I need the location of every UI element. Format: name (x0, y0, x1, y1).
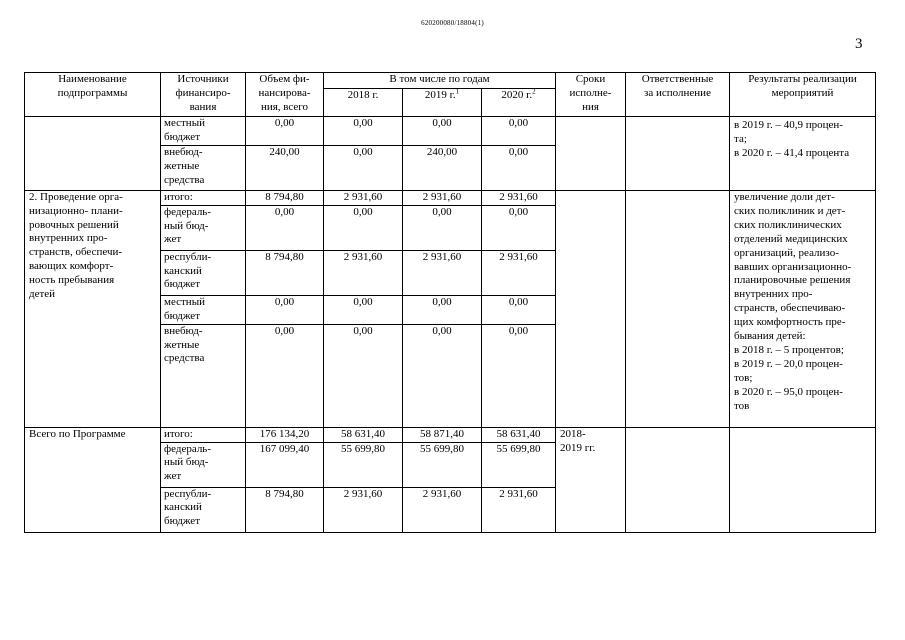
responsible-cell (626, 117, 730, 191)
total-cell: 8 794,80 (246, 487, 324, 532)
year-2018-cell: 2 931,60 (324, 250, 403, 295)
terms-cell (556, 191, 626, 428)
year-2019-cell: 2 931,60 (403, 250, 482, 295)
source-cell: местный бюджет (161, 117, 246, 146)
year-2020-cell: 0,00 (482, 205, 556, 250)
table-row (25, 117, 876, 146)
source-cell: республи- канский бюджет (161, 487, 246, 532)
document-id: 620200080/18804(1) (421, 19, 484, 27)
year-2020-cell: 0,00 (482, 295, 556, 324)
year-2019-cell: 58 871,40 (403, 427, 482, 442)
header-year-2019: 2019 г.$^1$ (403, 89, 482, 117)
financing-table (24, 72, 876, 533)
year-2020-cell: 2 931,60 (482, 487, 556, 532)
source-cell: внебюд- жетные средства (161, 324, 246, 427)
header-year-2020: 2020 г.$^2$ (482, 89, 556, 117)
year-2019-cell: 0,00 (403, 324, 482, 427)
source-cell: федераль- ный бюд- жет (161, 205, 246, 250)
year-2020-cell: 2 931,60 (482, 191, 556, 206)
year-2018-cell: 2 931,60 (324, 487, 403, 532)
year-2018-cell: 55 699,80 (324, 442, 403, 487)
year-2018-cell: 58 631,40 (324, 427, 403, 442)
terms-cell: 2018- 2019 гг. (556, 427, 626, 532)
total-cell: 176 134,20 (246, 427, 324, 442)
year-2018-cell: 2 931,60 (324, 191, 403, 206)
year-2019-cell: 55 699,80 (403, 442, 482, 487)
year-2018-cell: 0,00 (324, 295, 403, 324)
source-cell: внебюд- жетные средства (161, 146, 246, 191)
year-2019-cell: 0,00 (403, 295, 482, 324)
header-volume: Объем фи- нансирова- ния, всего (246, 73, 324, 117)
total-cell: 167 099,40 (246, 442, 324, 487)
header-results: Результаты реализации мероприятий (730, 73, 876, 117)
results-cell: увеличение доли дет- ских поликлиник и дет- ских поликлинических отделений медицинских организаций, реализо- вавших организационно- планировочные решения внутренних про- странств, обеспечиваю- щих комфортность пре- бывания детей: в 2018 г. – 5 процентов; в 2019 г. – 20,0 процен- тов; в 2020 г. – 95,0 процен- тов (730, 191, 876, 428)
results-cell: в 2019 г. – 40,9 процен- та; в 2020 г. – 41,4 процента (730, 117, 876, 191)
year-2018-cell: 0,00 (324, 117, 403, 146)
total-cell: 8 794,80 (246, 191, 324, 206)
source-cell: итого: (161, 427, 246, 442)
year-2019-cell: 240,00 (403, 146, 482, 191)
total-cell: 240,00 (246, 146, 324, 191)
year-2020-cell: 0,00 (482, 117, 556, 146)
year-2020-cell: 0,00 (482, 146, 556, 191)
subprogram-name-cell: 2. Проведение орга- низационно- плани- ровочных решений внутренних про- странств, обеспечи- вающих комфорт- ность пребывания детей (25, 191, 161, 428)
source-cell: итого: (161, 191, 246, 206)
responsible-cell (626, 427, 730, 532)
year-2018-cell: 0,00 (324, 146, 403, 191)
year-2020-cell: 58 631,40 (482, 427, 556, 442)
total-cell: 0,00 (246, 205, 324, 250)
source-cell: республи- канский бюджет (161, 250, 246, 295)
page-number: 3 (855, 36, 863, 52)
header-name: Наименование подпрограммы (25, 73, 161, 117)
source-cell: местный бюджет (161, 295, 246, 324)
total-cell: 0,00 (246, 117, 324, 146)
program-total-name-cell: Всего по Программе (25, 427, 161, 532)
table-row (25, 191, 876, 206)
header-responsible: Ответственные за исполнение (626, 73, 730, 117)
header-year-2018: 2018 г. (324, 89, 403, 117)
header-terms: Сроки исполне- ния (556, 73, 626, 117)
total-cell: 0,00 (246, 295, 324, 324)
year-2020-cell: 2 931,60 (482, 250, 556, 295)
year-2018-cell: 0,00 (324, 205, 403, 250)
responsible-cell (626, 191, 730, 428)
results-cell (730, 427, 876, 532)
header-sources: Источники финансиро- вания (161, 73, 246, 117)
total-cell: 8 794,80 (246, 250, 324, 295)
terms-cell (556, 117, 626, 191)
year-2019-cell: 2 931,60 (403, 191, 482, 206)
header-by-years: В том числе по годам (324, 73, 556, 89)
year-2020-cell: 0,00 (482, 324, 556, 427)
subprogram-name-cell (25, 117, 161, 191)
year-2018-cell: 0,00 (324, 324, 403, 427)
source-cell: федераль- ный бюд- жет (161, 442, 246, 487)
total-cell: 0,00 (246, 324, 324, 427)
table-row (25, 427, 876, 442)
year-2019-cell: 0,00 (403, 117, 482, 146)
year-2019-cell: 2 931,60 (403, 487, 482, 532)
year-2019-cell: 0,00 (403, 205, 482, 250)
year-2020-cell: 55 699,80 (482, 442, 556, 487)
